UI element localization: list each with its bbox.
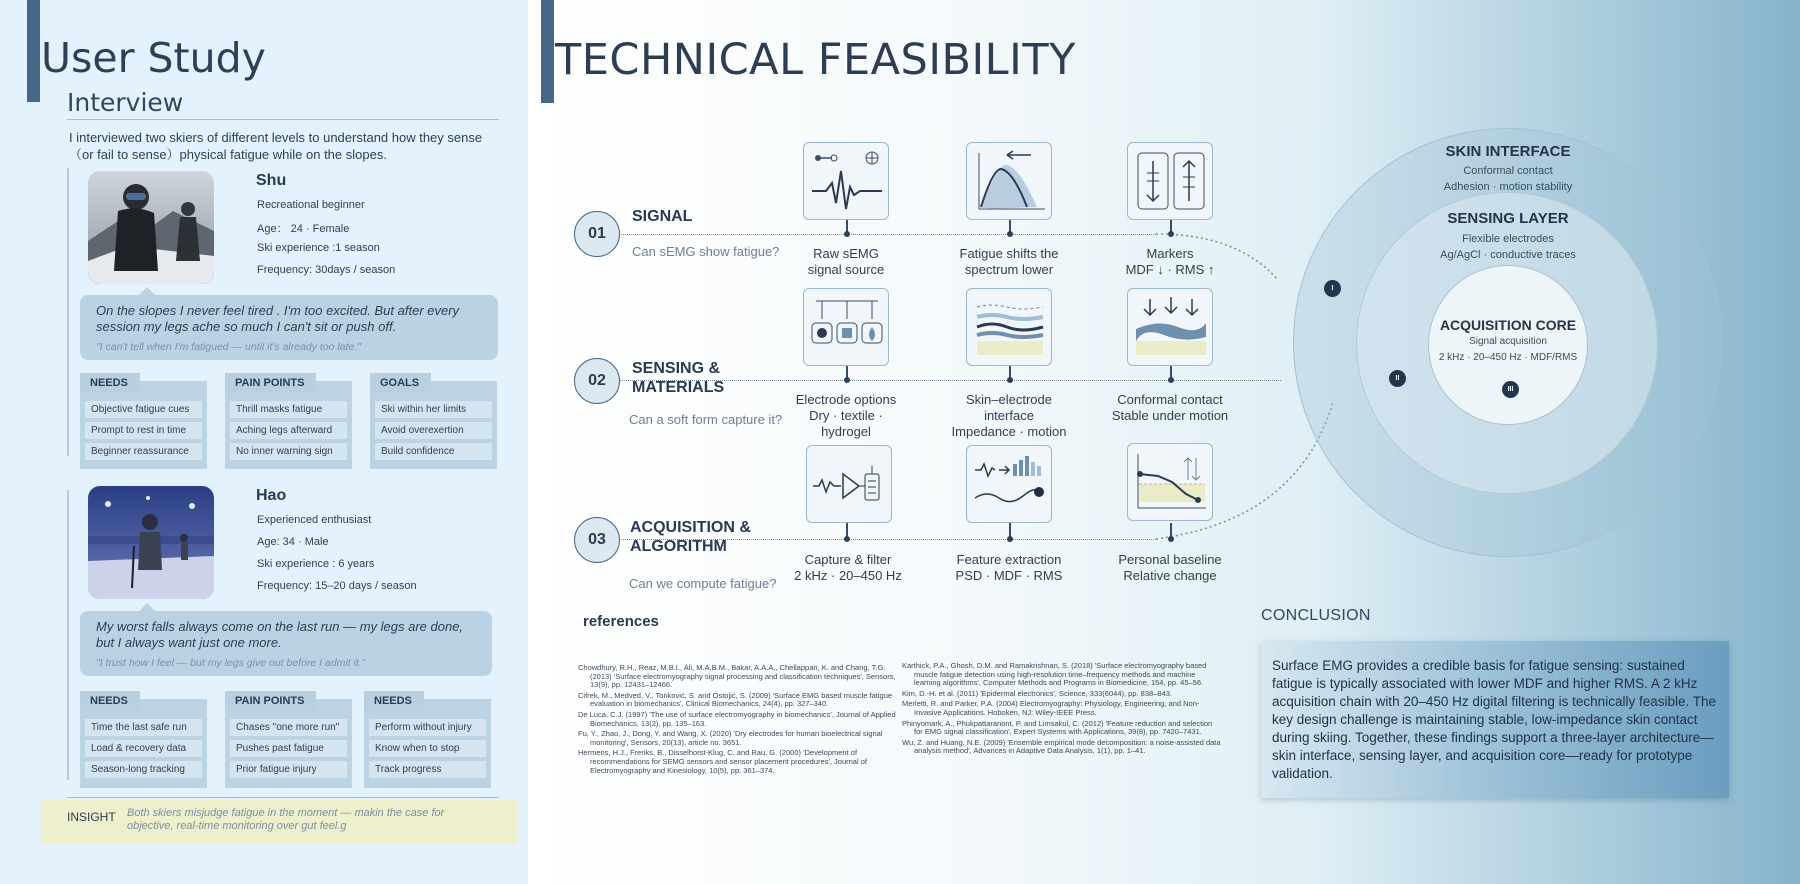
step-number: 02 <box>574 358 620 404</box>
ring-sub: Adhesion · motion stability <box>1443 181 1573 193</box>
reference-item: Cifrek, M., Medved, V., Tonković, S. and Ostojić, S. (2009) 'Surface EMG based muscle fatigue evaluation in biomechanics', Clinical Biomechanics, 24(4), pp. 327–340. <box>578 690 893 709</box>
node-dot <box>1168 231 1174 237</box>
references-title: references <box>583 613 659 630</box>
icon-caption: Personal baseline Relative change <box>1118 552 1222 583</box>
card-item: Prior fatigue injury <box>230 761 347 778</box>
marker-ii: II <box>1389 370 1406 387</box>
card-item: No inner warning sign <box>230 443 347 460</box>
references-left <box>578 664 898 777</box>
tech-title: TECHNICAL FEASIBILITY <box>555 35 1076 85</box>
step-question: Can we compute fatigue? <box>629 576 777 591</box>
participant-photo-hao <box>88 486 214 599</box>
interview-subtitle: Interview <box>67 88 184 117</box>
accent-bar <box>27 0 40 102</box>
participant-experience: Ski experience :1 season <box>257 242 380 254</box>
icon-caption: Conformal contact Stable under motion <box>1111 392 1229 423</box>
participant-line <box>67 168 69 456</box>
icon-caption: Raw sEMG signal source <box>807 246 885 277</box>
icon-caption: Markers MDF ↓ · RMS ↑ <box>1125 246 1215 277</box>
insight-box <box>41 800 517 844</box>
quote-sub: "I trust how I feel — but my legs give out before I admit it." <box>96 657 366 669</box>
card-item: Pushes past fatigue <box>230 740 347 757</box>
card-needs <box>80 377 207 469</box>
step-title: SIGNAL <box>632 208 693 225</box>
card-goals <box>370 377 497 469</box>
references-right <box>902 662 1222 758</box>
quote-text: On the slopes I never feel tired . I'm too excited. But after every session my legs ache so much I can't sit or push off. <box>96 303 460 334</box>
card-item: Ski within her limits <box>375 401 492 418</box>
participant-experience: Ski experience : 6 years <box>257 558 375 570</box>
card-label: PAIN POINTS <box>225 691 316 711</box>
participant-level: Recreational beginner <box>257 199 365 211</box>
user-study-panel <box>0 0 528 884</box>
card-label: NEEDS <box>364 691 424 711</box>
participant-level: Experienced enthusiast <box>257 514 372 526</box>
step-number: 03 <box>574 517 620 563</box>
participant-age: Age： 24 · Female <box>257 223 350 235</box>
ring-title: SENSING LAYER <box>1447 210 1569 227</box>
reference-item: Phinyomark, A., Phukpattaranont, P. and Limsakul, C. (2012) 'Feature reduction and selection for EMG signal classification', Expert Systems with Applications, 39(8), pp. 7420–7431. <box>902 718 1213 737</box>
card-item: Load & recovery data <box>85 740 202 757</box>
reference-item: Chowdhury, R.H., Reaz, M.B.I., Ali, M.A.B.M., Bakar, A.A.A., Chellappan, K. and Chang, T.G. (2013) 'Surface electromyography signal processing and classification techniques', Sensors, 13(9), pp. 12431–12466. <box>578 663 896 690</box>
step-title: SENSING & MATERIALS <box>632 360 725 396</box>
tick <box>1009 523 1011 537</box>
connector-line <box>616 234 1156 235</box>
ring-sub: 2 kHz · 20–450 Hz · MDF/RMS <box>1438 352 1578 363</box>
quote-bubble <box>80 611 492 676</box>
quote-sub: "I can't tell when I'm fatigued — until it's already too late." <box>96 341 362 353</box>
tick <box>1170 523 1172 537</box>
insight-label: INSIGHT <box>67 810 116 824</box>
marker-iii: III <box>1502 381 1519 398</box>
card-pain-points <box>225 695 352 788</box>
step-question: Can a soft form capture it? <box>629 412 783 427</box>
card-pain-points <box>225 377 352 469</box>
conformal-contact-icon <box>1127 288 1213 366</box>
card-needs <box>80 695 207 788</box>
quote-bubble <box>80 295 498 360</box>
conclusion-box <box>1261 641 1729 798</box>
card-item: Season-long tracking <box>85 761 202 778</box>
card-label: GOALS <box>370 373 431 393</box>
icon-caption: Capture & filter 2 kHz · 20–450 Hz <box>794 552 902 583</box>
user-study-title: User Study <box>41 34 266 82</box>
card-needs-2 <box>364 695 491 788</box>
ring-sub: Flexible electrodes <box>1462 233 1554 245</box>
spectrum-shift-icon <box>966 142 1052 220</box>
icon-caption: Skin–electrode interface Impedance · motion <box>951 392 1067 439</box>
filter-icon <box>806 445 892 523</box>
ring-title: SKIN INTERFACE <box>1445 143 1571 160</box>
reference-item: Wu, Z. and Huang, N.E. (2009) 'Ensemble empirical mode decomposition: a noise-assisted data analysis method', Advances in Adaptive Data Analysis, 1(1), pp. 1–41. <box>902 737 1221 756</box>
accent-bar <box>541 0 554 103</box>
card-item: Aching legs afterward <box>230 422 347 439</box>
card-item: Time the last safe run <box>85 719 202 736</box>
card-item: Know when to stop <box>369 740 486 757</box>
card-item: Perform without injury <box>369 719 486 736</box>
card-item: Beginner reassurance <box>85 443 202 460</box>
node-dot <box>844 377 850 383</box>
card-item: Objective fatigue cues <box>85 401 202 418</box>
icon-caption: Fatigue shifts the spectrum lower <box>959 246 1059 277</box>
participant-line <box>67 490 69 780</box>
conclusion-text: Surface EMG provides a credible basis for fatigue sensing: sustained fatigue is typically associated with lower MDF and higher RMS. A 2 kHz acquisition chain with 20–450 Hz digital filtering is technically feasible. The key design challenge is maintaining stable, low-impedance skin contact during skiing. Together, these findings support a three-layer architecture—skin interface, sensing layer, and acquisition core—ready for prototype validation. <box>1272 658 1716 781</box>
participant-name: Hao <box>256 487 287 504</box>
electrode-options-icon <box>803 288 889 366</box>
participant-name: Shu <box>256 172 287 189</box>
step-question: Can sEMG show fatigue? <box>632 244 780 259</box>
icon-caption: Electrode options Dry · textile · hydrogel <box>795 392 897 439</box>
reference-item: Hermens, H.J., Freriks, B., Disselhorst-Klug, C. and Rau, G. (2000) 'Development of recommendations for SEMG sensors and sensor placement procedures', Journal of Electromyography and Kinesiology, 10(5), pp. 361–374. <box>578 748 867 775</box>
reference-item: Kim, D.-H. et al. (2011) 'Epidermal electronics', Science, 333(6044), pp. 838–843. <box>902 688 1172 698</box>
card-item: Build confidence <box>375 443 492 460</box>
step-title: ACQUISITION & ALGORITHM <box>630 519 751 555</box>
marker-i: I <box>1324 280 1341 297</box>
card-item: Chases "one more run" <box>230 719 347 736</box>
tick <box>846 523 848 537</box>
participant-age: Age: 34 · Male <box>257 536 329 548</box>
reference-item: Merletti, R. and Parker, P.A. (2004) Electromyography: Physiology, Engineering, and Non-Invasive Applications. Hoboken, NJ: Wiley-IEEE Press. <box>902 699 1200 717</box>
node-dot <box>1168 377 1174 383</box>
conclusion-title: CONCLUSION <box>1261 607 1371 624</box>
step-number: 01 <box>574 211 620 257</box>
quote-text: My worst falls always come on the last run — my legs are done, but I always want just one more. <box>96 619 464 650</box>
node-dot <box>1168 536 1174 542</box>
card-item: Thrill masks fatigue <box>230 401 347 418</box>
ring-sub: Conformal contact <box>1463 165 1553 177</box>
divider <box>67 119 499 120</box>
intro-text: I interviewed two skiers of different levels to understand how they sense （or fail to sense）physical fatigue while on the slopes. <box>69 130 483 162</box>
card-label: NEEDS <box>80 373 140 393</box>
card-label: NEEDS <box>80 691 140 711</box>
baseline-icon <box>1127 443 1213 521</box>
icon-caption: Feature extraction PSD · MDF · RMS <box>955 552 1063 583</box>
node-dot <box>1007 231 1013 237</box>
node-dot <box>844 231 850 237</box>
participant-photo-shu <box>88 171 214 284</box>
feature-extraction-icon <box>966 445 1052 523</box>
waveform-icon <box>803 142 889 220</box>
reference-item: Karthick, P.A., Ghosh, D.M. and Ramakrishnan, S. (2018) 'Surface electromyography based muscle fatigue detection using high-resolution time–frequency methods and machine learning algorithms', Computer Methods and Programs in Biomedicine, 154, pp. 45–56. <box>902 661 1207 688</box>
insight-text: Both skiers misjudge fatigue in the moment — makin the case for objective, real-time monitoring over gut feel.g <box>127 807 445 832</box>
ring-sub: Ag/AgCl · conductive traces <box>1440 249 1576 261</box>
card-item: Prompt to rest in time <box>85 422 202 439</box>
skin-interface-icon <box>966 288 1052 366</box>
card-item: Track progress <box>369 761 486 778</box>
card-label: PAIN POINTS <box>225 373 316 393</box>
node-dot <box>844 536 850 542</box>
node-dot <box>1007 536 1013 542</box>
participant-frequency: Frequency: 30days / season <box>257 264 396 276</box>
markers-icon <box>1127 142 1213 220</box>
divider <box>67 797 499 798</box>
node-dot <box>1007 377 1013 383</box>
ring-title: ACQUISITION CORE <box>1439 317 1577 333</box>
reference-item: De Luca, C.J. (1997) 'The use of surface electromyography in biomechanics', Journal of Applied Biomechanics, 13(2), pp. 135–163. <box>578 709 896 728</box>
reference-item: Fu, Y., Zhao, J., Dong, Y. and Wang, X. (2020) 'Dry electrodes for human bioelectrical signal monitoring', Sensors, 20(13), article no. 3651. <box>578 729 883 747</box>
participant-frequency: Frequency: 15–20 days / season <box>257 580 417 592</box>
card-item: Avoid overexertion <box>375 422 492 439</box>
ring-sub: Signal acquisition <box>1469 336 1547 347</box>
